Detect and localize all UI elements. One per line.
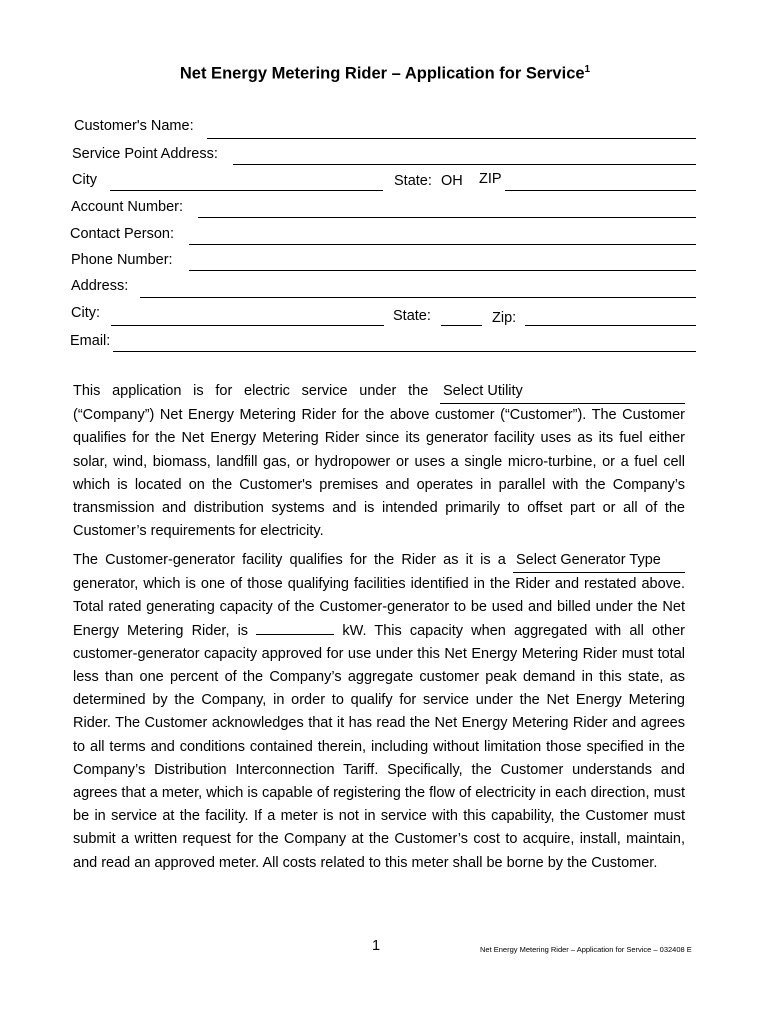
- paragraph1-body: (“Company”) Net Energy Metering Rider for the above customer (“Customer”). The Customer qualifies for the Net Energy Metering Rider since its generator facility uses as its fuel either solar, wind, biomass, landfill gas, or hydropower or uses a single micro-turbine, or a fuel cell which is located on the Customer's premises and operates in parallel with the Company’s transmission and distribution systems and is intended primarily to offset part or all of the Customer’s requirements for electricity.: [73, 407, 685, 540]
- utility-select-text: Select Utility: [443, 383, 523, 399]
- paragraph2-part2: This capacity when aggregated with all other customer-generator capacity approved for use under this Net Energy Metering Rider must total less than one percent of the Company’s aggregate customer peak demand in this state, as determined by the Company, in order to qualify for service under the Net Energy Metering Rider. The Customer acknowledges that it has read the Net Energy Metering Rider and agrees to all terms and conditions contained therein, including without limitation those specified in the Company’s Distribution Interconnection Tariff. Specifically, the Customer understands and agrees that a meter, which is capable of registering the flow of electricity in each direction, must be in service at the facility. If a meter is not in service with this capability, the Customer must submit a written request for the Company at the Customer’s cost to acquire, install, maintain, and read an approved meter. All costs related to this meter shall be borne by the Customer.: [73, 622, 686, 871]
- phone-number-field[interactable]: [189, 270, 696, 271]
- state2-label: State:: [393, 308, 431, 324]
- service-point-address-label: Service Point Address:: [72, 146, 218, 162]
- paragraph-eligibility: [73, 380, 685, 543]
- contact-person-label: Contact Person:: [70, 226, 174, 242]
- state2-field[interactable]: [441, 325, 482, 326]
- phone-number-label: Phone Number:: [71, 252, 173, 268]
- paragraph-generator: [73, 549, 685, 875]
- footer-text: Net Energy Metering Rider – Application for Service – 032408 E: [480, 945, 692, 954]
- title-footnote: 1: [584, 64, 591, 75]
- city2-field[interactable]: [111, 325, 384, 326]
- paragraph1-lead: This application is for electric service under the: [73, 383, 429, 399]
- account-number-label: Account Number:: [71, 199, 184, 215]
- utility-select[interactable]: [440, 380, 685, 404]
- state-value: OH: [441, 173, 463, 189]
- service-point-address-field[interactable]: [233, 164, 696, 165]
- state-label: State:: [394, 173, 432, 189]
- capacity-field[interactable]: [256, 620, 334, 635]
- city-field[interactable]: [110, 190, 383, 191]
- email-field[interactable]: [113, 351, 696, 352]
- paragraph2-lead: The Customer-generator facility qualifies for the Rider as it is a: [73, 552, 506, 568]
- zip-label: ZIP: [479, 171, 502, 187]
- zip2-label: Zip:: [492, 310, 517, 326]
- paragraph2-part1: generator, which is one of those qualifying facilities identified in the Rider and restated above. Total rated generating capacity of the Customer-generator to be used and billed under the Net Energy Metering Rider, is: [73, 576, 685, 639]
- address-label: Address:: [71, 278, 129, 294]
- generator-type-text: Select Generator Type: [516, 552, 661, 568]
- zip-field[interactable]: [505, 190, 696, 191]
- address-field[interactable]: [140, 297, 696, 298]
- customer-name-label: Customer's Name:: [74, 118, 194, 134]
- contact-person-field[interactable]: [189, 244, 696, 245]
- generator-type-select[interactable]: [513, 549, 685, 573]
- city-label: City: [72, 172, 97, 188]
- title-text: Net Energy Metering Rider – Application for Service: [179, 64, 585, 83]
- city2-label: City:: [71, 305, 100, 321]
- page-title: [0, 64, 770, 84]
- account-number-field[interactable]: [198, 217, 696, 218]
- zip2-field[interactable]: [525, 325, 696, 326]
- email-label: Email:: [70, 333, 111, 349]
- customer-name-field[interactable]: [207, 138, 696, 139]
- capacity-unit: kW.: [342, 622, 367, 639]
- page-number: 1: [372, 938, 381, 954]
